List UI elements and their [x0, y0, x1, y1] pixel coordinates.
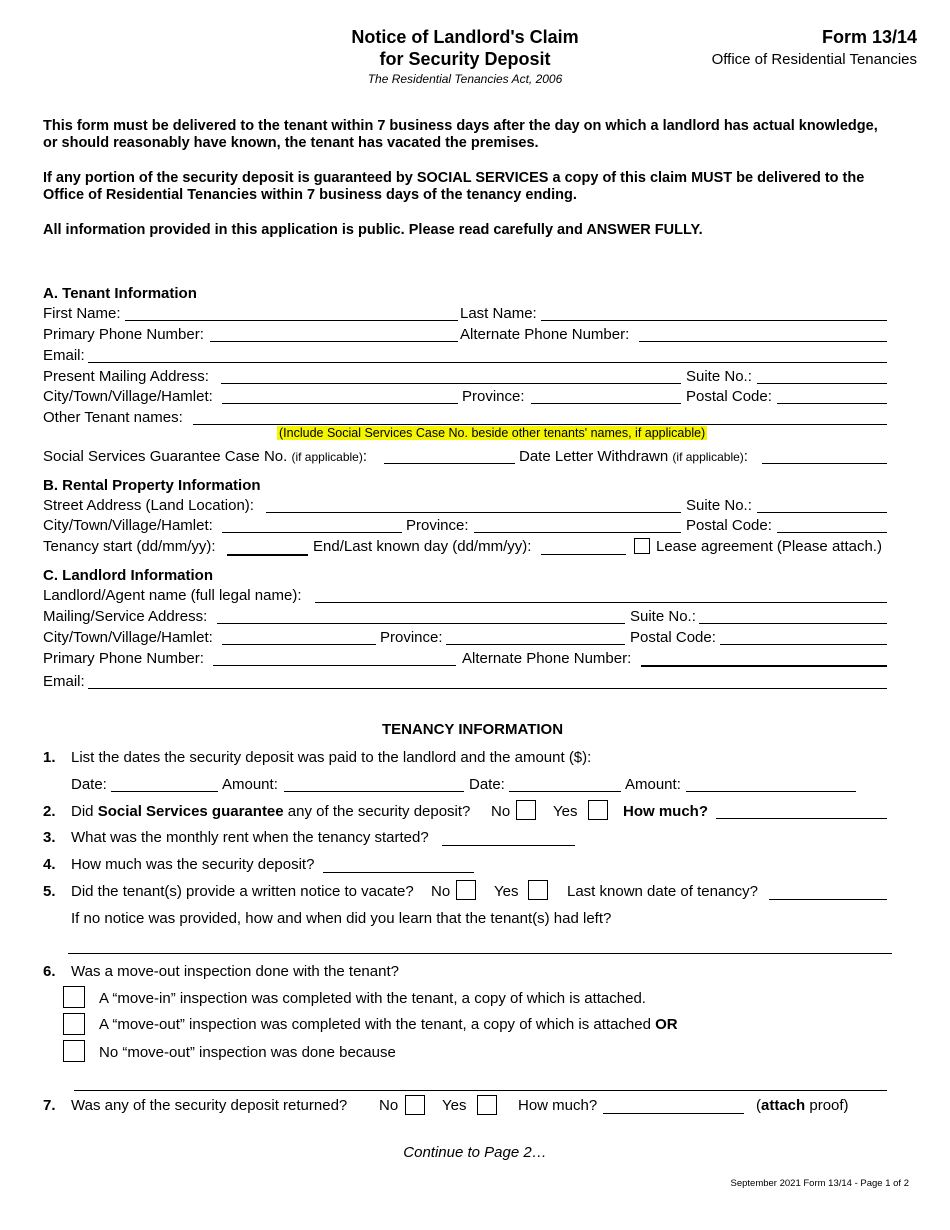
q2-number: 2.: [43, 803, 56, 820]
form-title-line1: Notice of Landlord's Claim: [351, 27, 579, 47]
q1-date2-field[interactable]: [509, 791, 621, 792]
property-street-label: Street Address (Land Location):: [43, 497, 254, 514]
property-postal-field[interactable]: [777, 532, 887, 533]
office-name: Office of Residential Tenancies: [711, 51, 917, 68]
date-withdrawn-if-applicable: (if applicable): [672, 450, 744, 464]
landlord-primary-phone-field[interactable]: [213, 665, 456, 666]
property-suite-label: Suite No.:: [686, 497, 752, 514]
q6-move-in-label: A “move-in” inspection was completed with the tenant, a copy of which is attached.: [99, 990, 646, 1007]
tenant-mailing-address-field[interactable]: [221, 383, 681, 384]
q6-reason-field[interactable]: [74, 1090, 887, 1091]
q5-last-known-field[interactable]: [769, 899, 887, 900]
social-services-highlight-note: [277, 424, 707, 442]
date-withdrawn-field[interactable]: [762, 463, 887, 464]
q7-how-much-label: How much?: [518, 1097, 598, 1114]
q2-how-much-field[interactable]: [716, 818, 887, 819]
q7-yes-label: Yes: [442, 1097, 467, 1114]
tenancy-heading: TENANCY INFORMATION: [381, 721, 564, 738]
tenancy-end-label: End/Last known day (dd/mm/yy):: [313, 538, 532, 555]
q6-no-inspection-label: No “move-out” inspection was done because: [99, 1044, 396, 1061]
q1-date2-label: Date:: [469, 776, 505, 793]
landlord-province-label: Province:: [380, 629, 443, 646]
first-name-label: First Name:: [43, 305, 121, 322]
q7-attach-open: (: [756, 1097, 761, 1114]
q5-no-checkbox[interactable]: [456, 880, 476, 900]
first-name-field[interactable]: [125, 320, 458, 321]
q6-move-out-checkbox[interactable]: [63, 1013, 85, 1035]
q6-no-inspection-checkbox[interactable]: [63, 1040, 85, 1062]
landlord-province-field[interactable]: [446, 644, 625, 645]
form-number: Form 13/14: [821, 27, 917, 47]
landlord-name-label: Landlord/Agent name (full legal name):: [43, 587, 302, 604]
landlord-postal-label: Postal Code:: [630, 629, 716, 646]
page-footer-info: September 2021 Form 13/14 - Page 1 of 2: [730, 1178, 909, 1189]
continue-to-page-2: Continue to Page 2…: [403, 1144, 547, 1161]
q2-text-pre: Did: [71, 803, 98, 820]
q5-sub-field[interactable]: [68, 953, 892, 954]
landlord-name-field[interactable]: [315, 602, 887, 603]
q5-text: Did the tenant(s) provide a written notice to vacate?: [71, 883, 414, 900]
q2-how-much-label: How much?: [623, 803, 708, 820]
q7-attach-close: proof): [805, 1097, 849, 1114]
property-province-label: Province:: [406, 517, 469, 534]
q5-yes-label: Yes: [494, 883, 519, 900]
section-a-title: A. Tenant Information: [43, 285, 197, 302]
q7-no-checkbox[interactable]: [405, 1095, 425, 1115]
section-c-title: C. Landlord Information: [43, 567, 213, 584]
ss-case-text: Social Services Guarantee Case No.: [43, 448, 288, 465]
property-province-field[interactable]: [474, 532, 681, 533]
date-withdrawn-label: [519, 448, 748, 466]
tenant-suite-field[interactable]: [757, 383, 887, 384]
q7-attach-proof: [756, 1097, 849, 1115]
property-suite-field[interactable]: [757, 512, 887, 513]
landlord-suite-field[interactable]: [699, 623, 887, 624]
landlord-email-label: Email:: [43, 673, 85, 690]
property-postal-label: Postal Code:: [686, 517, 772, 534]
landlord-mailing-field[interactable]: [217, 623, 625, 624]
notice-social-services: If any portion of the security deposit is guaranteed by SOCIAL SERVICES a copy of this claim MUST be delivered to the Office of Residential Tenancies within 7 business days of the tenancy ending.: [43, 170, 865, 203]
tenant-postal-field[interactable]: [777, 403, 887, 404]
tenancy-start-field[interactable]: [227, 554, 308, 556]
tenant-primary-phone-label: Primary Phone Number:: [43, 326, 204, 343]
q2-no-label: No: [491, 803, 511, 820]
q2-yes-checkbox[interactable]: [588, 800, 608, 820]
other-tenants-label: Other Tenant names:: [43, 409, 183, 426]
last-name-label: Last Name:: [460, 305, 537, 322]
q1-amount2-field[interactable]: [686, 791, 856, 792]
ss-case-field[interactable]: [384, 463, 515, 464]
landlord-postal-field[interactable]: [720, 644, 887, 645]
tenant-alt-phone-field[interactable]: [639, 341, 887, 342]
landlord-alt-phone-label: Alternate Phone Number:: [462, 650, 632, 667]
q1-amount1-label: Amount:: [222, 776, 278, 793]
q3-number: 3.: [43, 829, 56, 846]
lease-agreement-label: Lease agreement (Please attach.): [656, 538, 882, 555]
notice-public: All information provided in this application is public. Please read carefully and ANSWER FULLY.: [43, 222, 703, 238]
tenant-postal-label: Postal Code:: [686, 388, 772, 405]
q7-no-label: No: [379, 1097, 399, 1114]
q6-move-out-label: [99, 1016, 678, 1034]
lease-agreement-checkbox[interactable]: [634, 538, 650, 554]
tenant-city-field[interactable]: [222, 403, 458, 404]
q4-number: 4.: [43, 856, 56, 873]
q2-text-post: any of the security deposit?: [283, 803, 471, 820]
landlord-alt-phone-field[interactable]: [641, 665, 887, 667]
date-withdrawn-text: Date Letter Withdrawn: [519, 448, 669, 465]
q6-move-out-or: OR: [655, 1016, 678, 1033]
tenant-email-label: Email:: [43, 347, 85, 364]
q1-amount1-field[interactable]: [284, 791, 464, 792]
q7-yes-checkbox[interactable]: [477, 1095, 497, 1115]
q1-number: 1.: [43, 749, 56, 766]
notice-delivery: This form must be delivered to the tenant within 7 business days after the day on which a landlord has actual knowledge, or should reasonably have known, the tenant has vacated the premises.: [43, 118, 878, 151]
q7-how-much-field[interactable]: [603, 1113, 744, 1114]
ss-case-colon: :: [362, 448, 368, 465]
landlord-city-field[interactable]: [222, 644, 376, 645]
q6-number: 6.: [43, 963, 56, 980]
q2-text-bold: Social Services guarantee: [97, 803, 284, 820]
tenancy-start-label: Tenancy start (dd/mm/yy):: [43, 538, 216, 555]
tenant-province-field[interactable]: [531, 403, 681, 404]
section-b-title: B. Rental Property Information: [43, 477, 261, 494]
tenancy-end-field[interactable]: [541, 554, 626, 555]
q7-text: Was any of the security deposit returned?: [71, 1097, 348, 1114]
q4-field[interactable]: [323, 872, 474, 873]
q5-number: 5.: [43, 883, 56, 900]
tenant-mailing-address-label: Present Mailing Address:: [43, 368, 209, 385]
q7-number: 7.: [43, 1097, 56, 1114]
q6-text: Was a move-out inspection done with the tenant?: [71, 963, 399, 980]
q6-move-in-checkbox[interactable]: [63, 986, 85, 1008]
ss-case-if-applicable: (if applicable): [291, 450, 363, 464]
act-name: The Residential Tenancies Act, 2006: [367, 72, 563, 86]
q1-date1-label: Date:: [71, 776, 107, 793]
tenant-primary-phone-field[interactable]: [210, 341, 458, 342]
tenant-suite-label: Suite No.:: [686, 368, 752, 385]
ss-case-label: [43, 448, 367, 466]
q1-text: List the dates the security deposit was paid to the landlord and the amount ($):: [71, 749, 592, 766]
property-city-label: City/Town/Village/Hamlet:: [43, 517, 213, 534]
q2-yes-label: Yes: [553, 803, 578, 820]
q2-text: [71, 803, 470, 821]
q3-text: What was the monthly rent when the tenancy started?: [71, 829, 429, 846]
landlord-email-field[interactable]: [88, 688, 887, 689]
q3-field[interactable]: [442, 845, 575, 846]
landlord-city-label: City/Town/Village/Hamlet:: [43, 629, 213, 646]
tenant-province-label: Province:: [462, 388, 525, 405]
form-title-line2: for Security Deposit: [379, 49, 551, 69]
landlord-suite-label: Suite No.:: [630, 608, 696, 625]
q2-no-checkbox[interactable]: [516, 800, 536, 820]
property-city-field[interactable]: [222, 532, 402, 533]
tenant-email-field[interactable]: [88, 362, 887, 363]
q4-text: How much was the security deposit?: [71, 856, 315, 873]
q5-sub-text: If no notice was provided, how and when did you learn that the tenant(s) had left?: [71, 910, 612, 927]
tenant-alt-phone-label: Alternate Phone Number:: [460, 326, 630, 343]
landlord-primary-phone-label: Primary Phone Number:: [43, 650, 204, 667]
q5-last-known-label: Last known date of tenancy?: [567, 883, 758, 900]
landlord-mailing-label: Mailing/Service Address:: [43, 608, 208, 625]
q1-date1-field[interactable]: [111, 791, 218, 792]
q7-attach-bold: attach: [761, 1097, 806, 1114]
tenant-city-label: City/Town/Village/Hamlet:: [43, 388, 213, 405]
highlight-note-text: (Include Social Services Case No. beside other tenants' names, if applicable): [279, 426, 706, 440]
q6-move-out-text: A “move-out” inspection was completed with the tenant, a copy of which is attached: [99, 1016, 656, 1033]
q5-yes-checkbox[interactable]: [528, 880, 548, 900]
last-name-field[interactable]: [541, 320, 887, 321]
date-withdrawn-colon: :: [743, 448, 748, 465]
property-street-field[interactable]: [266, 512, 681, 513]
q5-no-label: No: [431, 883, 451, 900]
q1-amount2-label: Amount:: [625, 776, 681, 793]
